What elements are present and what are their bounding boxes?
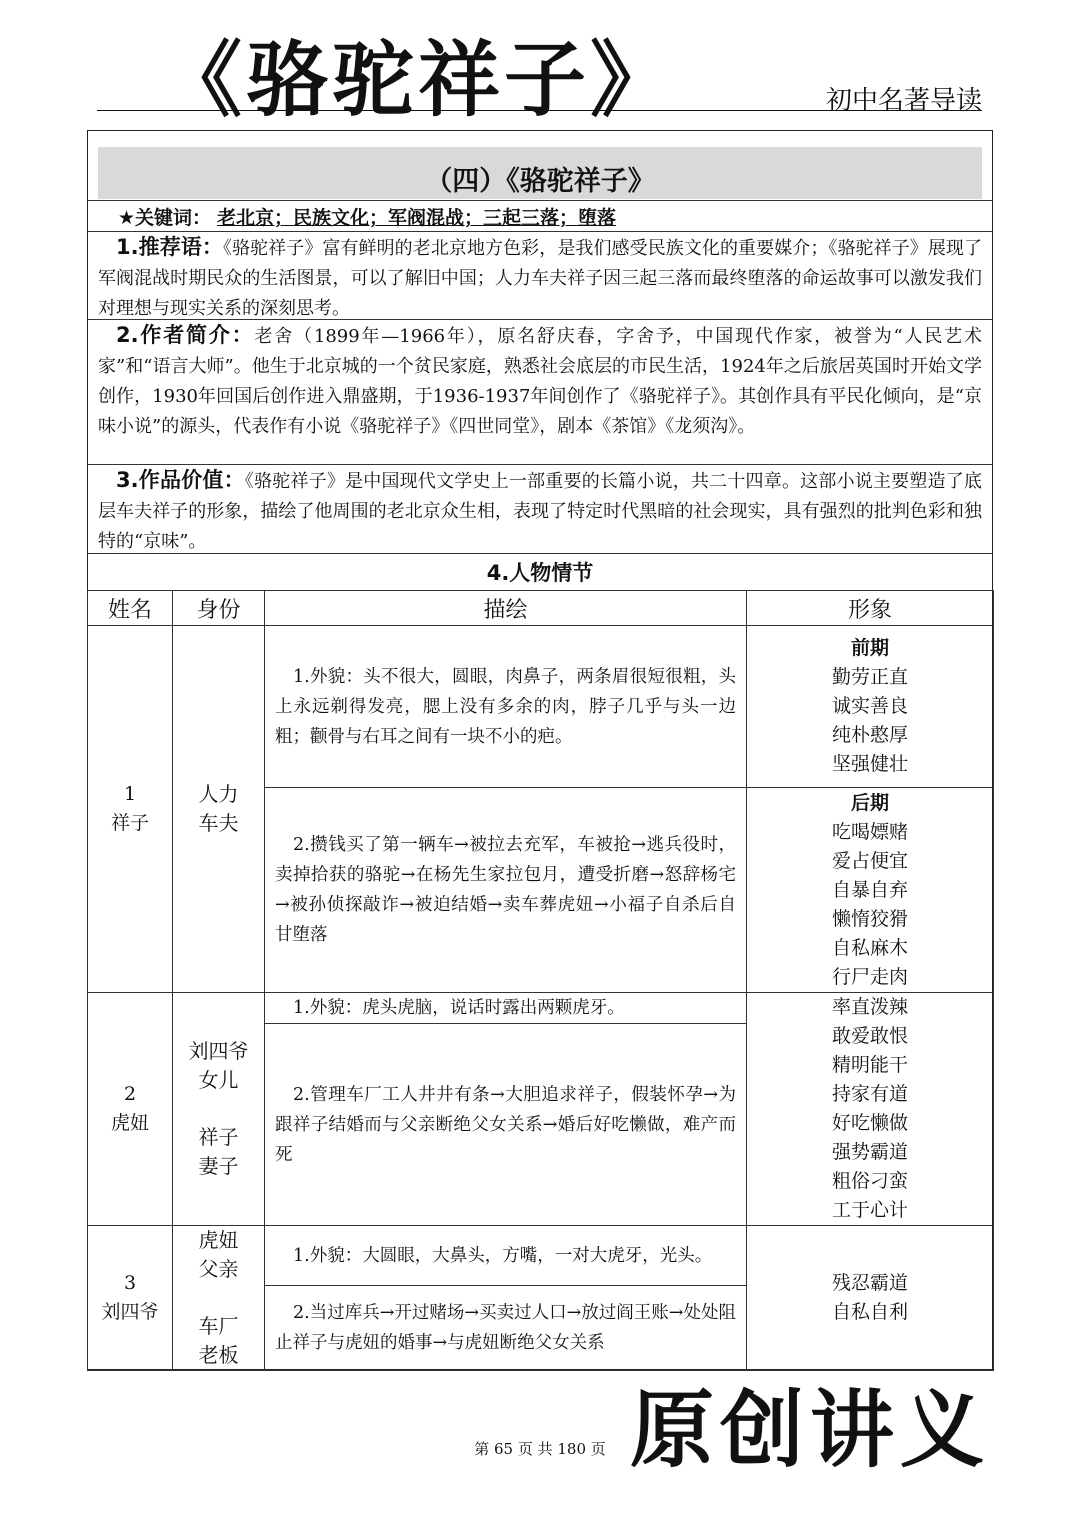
cell-desc-xiangzi-1 [265, 626, 747, 788]
trait: 自私麻木 [831, 936, 908, 959]
trait: 敢爱敢恨 [831, 1025, 908, 1047]
header-description: 描绘 [265, 591, 747, 626]
section-title: （四）《骆驼祥子》 [425, 166, 655, 197]
trait: 率直泼辣 [831, 996, 908, 1018]
cell-desc-liusiye-2 [265, 1286, 747, 1371]
keywords-value: 老北京；民族文化；军阀混战；三起三落；堕落 [217, 207, 617, 229]
description-text: 1.外貌：头不很大，圆眼，肉鼻子，两条眉很短很粗，头上永远剃得发亮，腮上没有多余的肉，脖子几乎与头一边粗；颧骨与右耳之间有一块不小的疤。 [275, 666, 736, 747]
content-frame [87, 130, 993, 1370]
characters-table [87, 590, 994, 1371]
author-label: 2.作者简介： [116, 323, 255, 347]
keywords-label: ★关键词： [118, 207, 212, 229]
description-text: 2.当过库兵→开过赌场→买卖过人口→放过阎王账→处处阻止祥子与虎妞的婚事→与虎妞断绝父女关系 [275, 1303, 736, 1353]
cell-image-liusiye [747, 1226, 994, 1371]
trait: 工于心计 [831, 1199, 908, 1221]
trait: 强势霸道 [831, 1141, 908, 1163]
phase-label: 前期 [850, 637, 889, 659]
cell-identity-huniu [173, 993, 265, 1226]
characters-title: 4.人物情节 [486, 561, 594, 585]
header-subtitle: 初中名著导读 [825, 86, 982, 116]
cell-name-liusiye [88, 1226, 173, 1371]
value-label: 3.作品价值： [116, 468, 245, 492]
recommend-label: 1.推荐语： [116, 235, 223, 259]
identity-line: 刘四爷 [188, 1039, 249, 1063]
header-title: 《骆驼祥子》 [160, 32, 677, 128]
identity-line: 车夫 [198, 811, 239, 835]
character-name: 刘四爷 [101, 1301, 159, 1323]
trait: 残忍霸道 [831, 1272, 908, 1294]
row-number: 1 [123, 783, 137, 805]
value-paragraph [98, 465, 982, 557]
cell-name-huniu [88, 993, 173, 1226]
trait: 粗俗刁蛮 [831, 1170, 908, 1192]
cell-identity-xiangzi [173, 626, 265, 993]
trait: 精明能干 [831, 1054, 908, 1076]
divider [88, 200, 992, 201]
trait: 自私自利 [831, 1301, 908, 1323]
description-text: 1.外貌：大圆眼，大鼻头，方嘴，一对大虎牙，光头。 [293, 1245, 713, 1266]
header-rule [97, 110, 982, 111]
cell-desc-huniu-2 [265, 1024, 747, 1226]
divider [88, 553, 992, 554]
value-text: 《骆驼祥子》是中国现代文学史上一部重要的长篇小说，共二十四章。这部小说主要塑造了底层车夫祥子的形象，描绘了他周围的老北京众生相，表现了特定时代黑暗的社会现实，具有强烈的批判色彩和独特的“京味”。 [98, 471, 983, 552]
trait: 懒惰狡猾 [831, 907, 908, 930]
cell-image-xiangzi-late [747, 788, 994, 993]
recommend-paragraph [98, 232, 982, 324]
cell-identity-liusiye [173, 1226, 265, 1371]
page-number: 第 65 页 共 180 页 [474, 1440, 606, 1458]
description-text: 2.管理车厂工人井井有条→大胆追求祥子，假装怀孕→为跟祥子结婚而与父亲断绝父女关系→婚后好吃懒做，难产而死 [275, 1084, 736, 1165]
recommend-text: 《骆驼祥子》富有鲜明的老北京地方色彩，是我们感受民族文化的重要媒介；《骆驼祥子》展现了军阀混战时期民众的生活图景，可以了解旧中国；人力车夫祥子因三起三落而最终堕落的命运故事可以激发我们对理想与现实关系的深刻思考。 [98, 238, 982, 319]
identity-line: 车厂 [198, 1314, 239, 1338]
original-handout-stamp: 原创讲义 [630, 1380, 991, 1479]
row-number: 3 [123, 1272, 137, 1294]
table-row [88, 626, 994, 788]
trait: 坚强健壮 [831, 753, 908, 775]
trait: 纯朴憨厚 [831, 724, 908, 746]
keywords-line [118, 203, 616, 230]
trait: 好吃懒做 [831, 1112, 908, 1134]
identity-line: 父亲 [198, 1257, 239, 1281]
author-paragraph [98, 320, 982, 442]
cell-image-xiangzi-early [747, 626, 994, 788]
trait: 爱占便宜 [831, 849, 908, 872]
table-row [88, 993, 994, 1024]
table-row [88, 1226, 994, 1286]
trait: 自暴自弃 [831, 878, 908, 901]
identity-line: 老板 [198, 1343, 239, 1367]
phase-label: 后期 [850, 791, 889, 814]
trait: 持家有道 [831, 1083, 908, 1105]
table-header-row [88, 591, 994, 626]
header-image: 形象 [747, 591, 994, 626]
character-name: 祥子 [110, 812, 149, 834]
cell-desc-liusiye-1 [265, 1226, 747, 1286]
description-text: 2.攒钱买了第一辆车→被拉去充军，车被抢→逃兵役时，卖掉拾获的骆驼→在杨先生家拉包月，遭受折磨→怒辞杨宅→被孙侦探敲诈→被迫结婚→卖车葬虎妞→小福子自杀后自甘堕落 [275, 835, 736, 945]
trait: 吃喝嫖赌 [831, 820, 908, 843]
header-name: 姓名 [88, 591, 173, 626]
identity-line: 人力 [198, 782, 239, 806]
trait: 行尸走肉 [831, 965, 908, 988]
description-text: 1.外貌：虎头虎脑，说话时露出两颗虎牙。 [293, 998, 625, 1018]
character-name: 虎妞 [110, 1112, 149, 1134]
cell-desc-xiangzi-2 [265, 788, 747, 993]
header-identity: 身份 [173, 591, 265, 626]
author-text: 老舍（1899年—1966年），原名舒庆春，字舍予，中国现代作家，被誉为“人民艺术家”和“语言大师”。他生于北京城的一个贫民家庭，熟悉社会底层的市民生活，1924年之后旅居英国时开始文学创作，1930年回国后创作进入鼎盛期，于1936-1937年间创作了《骆驼祥子》。其创作具有平民化倾向，是“京味小说”的源头，代表作有小说《骆驼祥子》《四世同堂》，剧本《茶馆》《龙须沟》。 [98, 326, 982, 437]
cell-desc-huniu-1 [265, 993, 747, 1024]
trait: 诚实善良 [831, 695, 908, 717]
trait: 勤劳正直 [831, 666, 908, 688]
identity-line: 虎妞 [198, 1228, 239, 1252]
identity-line: 祥子 [198, 1125, 239, 1149]
row-number: 2 [123, 1083, 137, 1105]
identity-line: 女儿 [198, 1068, 239, 1092]
identity-line: 妻子 [198, 1154, 239, 1178]
cell-image-huniu [747, 993, 994, 1226]
cell-name-xiangzi [88, 626, 173, 993]
